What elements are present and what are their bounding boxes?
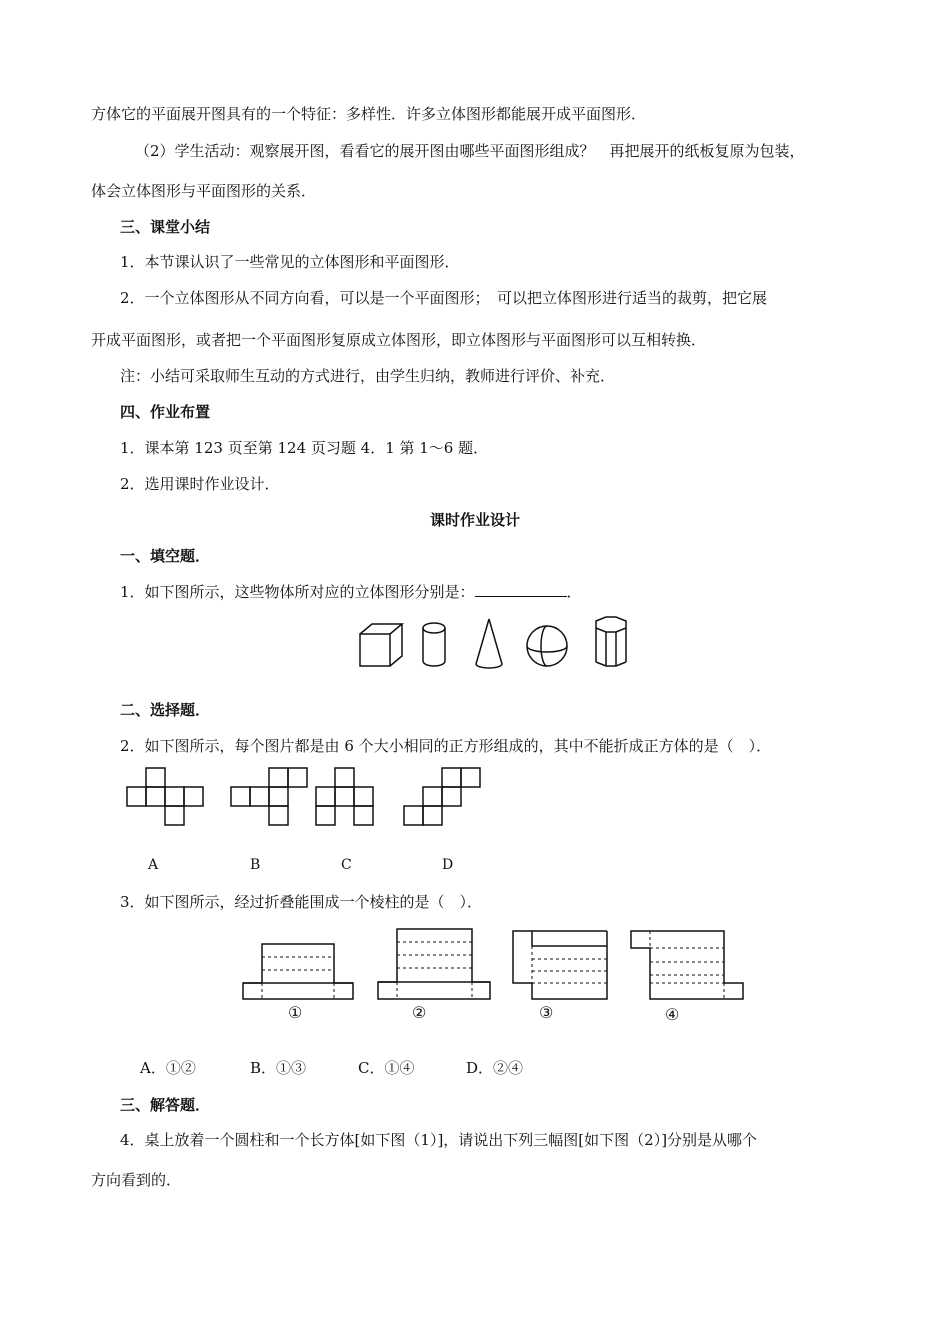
- prism-label-4: ④: [665, 1005, 680, 1024]
- design-title: 课时作业设计: [429, 511, 520, 529]
- intro-line-1: 方体它的平面展开图具有的一个特征：多样性．许多立体图形都能展开成平面图形．: [91, 105, 647, 123]
- question-1: [120, 582, 582, 602]
- net-label-c: C: [341, 857, 352, 873]
- net-label-d: D: [442, 857, 454, 873]
- cylinder-shape: [423, 623, 445, 666]
- question-2: 2．如下图所示，每个图片都是由 6 个大小相同的正方形组成的，其中不能折成正方体的是（ ）．: [120, 737, 772, 755]
- net-c: [316, 768, 373, 825]
- net-d: [404, 768, 480, 825]
- question-1-text: 1．如下图所示，这些物体所对应的立体图形分别是：: [120, 583, 475, 601]
- option-c: C．①④: [358, 1059, 415, 1077]
- prism-net-3: [513, 931, 607, 999]
- choice-heading: 二、选择题．: [120, 701, 211, 719]
- prism-net-2: [378, 929, 490, 999]
- prism-nets-figure: [240, 926, 750, 1004]
- question-4b: 方向看到的．: [91, 1171, 182, 1189]
- answer-heading: 三、解答题．: [120, 1096, 211, 1114]
- summary-point-2a: 2．一个立体图形从不同方向看，可以是一个平面图形； 可以把立体图形进行适当的裁剪，把它展: [120, 289, 768, 307]
- option-a: A．①②: [140, 1059, 196, 1077]
- solids-figure: [350, 612, 640, 674]
- cube-shape: [360, 624, 402, 666]
- prism-label-1: ①: [288, 1003, 303, 1022]
- net-b: [231, 768, 307, 825]
- homework-point-2: 2．选用课时作业设计．: [120, 475, 280, 493]
- net-label-a: A: [148, 857, 159, 873]
- answer-blank: [475, 582, 567, 597]
- summary-heading: 三、课堂小结: [120, 218, 211, 236]
- option-d: D．②④: [466, 1059, 524, 1077]
- intro-line-2: （2）学生活动：观察展开图，看看它的展开图由哪些平面图形组成？ 再把展开的纸板复原为包装，: [135, 142, 805, 160]
- homework-heading: 四、作业布置: [120, 403, 211, 421]
- question-4a: 4．桌上放着一个圆柱和一个长方体[如下图（1）]，请说出下列三幅图[如下图（2）]分别是从哪个: [120, 1131, 758, 1149]
- prism-label-3: ③: [539, 1003, 554, 1022]
- question-1-end: ．: [566, 583, 582, 601]
- summary-point-2b: 开成平面图形，或者把一个平面图形复原成立体图形，即立体图形与平面图形可以互相转换．: [91, 331, 707, 349]
- sphere-shape: [527, 626, 567, 666]
- octagonal-prism-shape: [596, 617, 626, 666]
- cube-nets-figure: [126, 766, 486, 830]
- intro-line-3: 体会立体图形与平面图形的关系．: [91, 182, 317, 200]
- summary-note: 注：小结可采取师生互动的方式进行，由学生归纳，教师进行评价、补充．: [120, 367, 616, 385]
- prism-label-2: ②: [412, 1003, 427, 1022]
- prism-net-1: [243, 944, 353, 999]
- homework-point-1: 1．课本第 123 页至第 124 页习题 4．1 第 1～6 题．: [120, 439, 489, 457]
- cone-shape: [476, 619, 502, 668]
- net-a: [127, 768, 203, 825]
- fill-heading: 一、填空题．: [120, 547, 211, 565]
- prism-net-4: [631, 931, 743, 999]
- net-label-b: B: [250, 857, 261, 873]
- option-b: B．①③: [250, 1059, 307, 1077]
- summary-point-1: 1．本节课认识了一些常见的立体图形和平面图形．: [120, 253, 460, 271]
- question-3: 3．如下图所示，经过折叠能围成一个棱柱的是（ ）．: [120, 893, 483, 911]
